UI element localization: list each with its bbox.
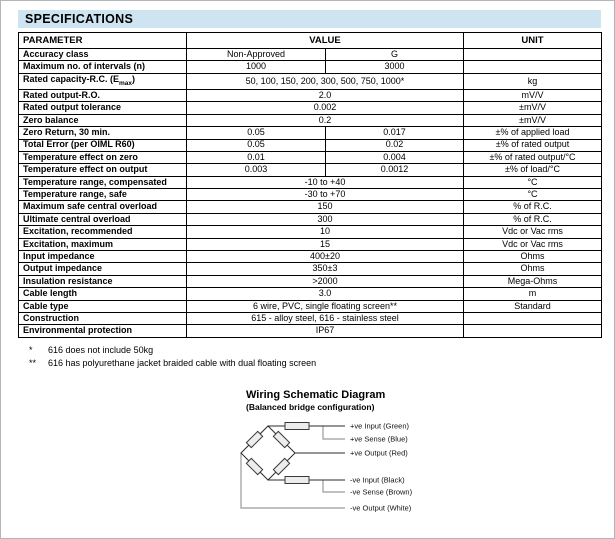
unit-cell: kg xyxy=(464,73,602,89)
table-row xyxy=(19,151,602,163)
parameter-cell: Construction xyxy=(19,312,187,324)
unit-cell: ±mV/V xyxy=(464,114,602,126)
parameter-cell: Maximum no. of intervals (n) xyxy=(19,61,187,73)
value-g-cell: 0.004 xyxy=(326,151,464,163)
value-cell: 300 xyxy=(187,213,464,225)
value-cell: 1000 xyxy=(187,61,326,73)
value-cell: 3.0 xyxy=(187,288,464,300)
table-row xyxy=(19,102,602,114)
column-header-parameter: PARAMETER xyxy=(19,33,187,49)
value-cell: 0.01 xyxy=(187,151,326,163)
table-header-row xyxy=(19,33,602,49)
wire-label-positive-input: +ve Input (Green) xyxy=(350,421,409,431)
parameter-cell: Rated output tolerance xyxy=(19,102,187,114)
value-cell: 0.2 xyxy=(187,114,464,126)
unit-cell: °C xyxy=(464,189,602,201)
footnote xyxy=(29,357,316,370)
value-cell: Non-Approved xyxy=(187,49,326,61)
unit-cell xyxy=(464,325,602,338)
table-row xyxy=(19,73,602,89)
value-cell: 2.0 xyxy=(187,89,464,101)
value-cell: 0.05 xyxy=(187,139,326,151)
table-row xyxy=(19,176,602,188)
parameter-cell: Temperature effect on output xyxy=(19,164,187,176)
resistor-positive-input xyxy=(285,423,309,430)
parameter-cell: Maximum safe central overload xyxy=(19,201,187,213)
parameter-cell: Zero balance xyxy=(19,114,187,126)
table-row xyxy=(19,127,602,139)
resistor-negative-input xyxy=(285,477,309,484)
table-row xyxy=(19,139,602,151)
value-g-cell: 3000 xyxy=(326,61,464,73)
parameter-cell: Temperature range, safe xyxy=(19,189,187,201)
unit-cell: Vdc or Vac rms xyxy=(464,226,602,238)
value-g-cell: G xyxy=(326,49,464,61)
table-row xyxy=(19,164,602,176)
parameter-cell: Accuracy class xyxy=(19,49,187,61)
unit-cell: % of R.C. xyxy=(464,201,602,213)
specifications-table xyxy=(18,32,602,338)
value-cell: -10 to +40 xyxy=(187,176,464,188)
table-row xyxy=(19,226,602,238)
table-row xyxy=(19,89,602,101)
unit-cell: ±% of rated output xyxy=(464,139,602,151)
value-cell: 0.05 xyxy=(187,127,326,139)
parameter-text: ) xyxy=(132,74,136,85)
parameter-cell: Temperature range, compensated xyxy=(19,176,187,188)
wiring-diagram-subtitle: (Balanced bridge configuration) xyxy=(246,402,375,412)
wire-label-negative-output: -ve Output (White) xyxy=(350,503,412,513)
parameter-cell: Cable length xyxy=(19,288,187,300)
column-header-value: VALUE xyxy=(187,33,464,49)
unit-cell: ±% of load/°C xyxy=(464,164,602,176)
wire-label-positive-sense: +ve Sense (Blue) xyxy=(350,434,408,444)
negative-sense-wire xyxy=(323,480,345,492)
value-cell: 150 xyxy=(187,201,464,213)
table-row xyxy=(19,312,602,324)
footnote xyxy=(29,344,316,357)
parameter-cell: Input impedance xyxy=(19,251,187,263)
wire-label-positive-output: +ve Output (Red) xyxy=(350,448,408,458)
parameter-cell: Cable type xyxy=(19,300,187,312)
wheatstone-bridge-schematic xyxy=(233,418,448,518)
value-cell: 350±3 xyxy=(187,263,464,275)
unit-cell xyxy=(464,61,602,73)
wire-label-negative-input: -ve Input (Black) xyxy=(350,475,405,485)
table-row xyxy=(19,201,602,213)
value-cell: IP67 xyxy=(187,325,464,338)
parameter-cell: Excitation, recommended xyxy=(19,226,187,238)
parameter-cell: Excitation, maximum xyxy=(19,238,187,250)
parameter-cell xyxy=(19,73,187,89)
value-cell: 50, 100, 150, 200, 300, 500, 750, 1000* xyxy=(187,73,464,89)
value-cell: 615 - alloy steel, 616 - stainless steel xyxy=(187,312,464,324)
unit-cell: °C xyxy=(464,176,602,188)
unit-cell: Mega-Ohms xyxy=(464,275,602,287)
value-g-cell: 0.02 xyxy=(326,139,464,151)
unit-cell: ±% of applied load xyxy=(464,127,602,139)
parameter-cell: Output impedance xyxy=(19,263,187,275)
resistor-bottom-left xyxy=(246,458,262,474)
parameter-cell: Environmental protection xyxy=(19,325,187,338)
unit-cell: ±% of rated output/°C xyxy=(464,151,602,163)
table-row xyxy=(19,288,602,300)
value-cell: 10 xyxy=(187,226,464,238)
table-row xyxy=(19,325,602,338)
footnote-marker: ** xyxy=(29,358,37,368)
unit-cell xyxy=(464,312,602,324)
table-row xyxy=(19,114,602,126)
value-cell: 6 wire, PVC, single floating screen** xyxy=(187,300,464,312)
value-cell: 15 xyxy=(187,238,464,250)
table-row xyxy=(19,49,602,61)
parameter-cell: Temperature effect on zero xyxy=(19,151,187,163)
table-row xyxy=(19,61,602,73)
value-cell: 0.003 xyxy=(187,164,326,176)
unit-cell: % of R.C. xyxy=(464,213,602,225)
unit-cell: Ohms xyxy=(464,263,602,275)
value-cell: 0.002 xyxy=(187,102,464,114)
footnote-text: 616 has polyurethane jacket braided cable with dual floating screen xyxy=(48,358,317,368)
unit-cell: m xyxy=(464,288,602,300)
bridge-diamond xyxy=(241,426,295,480)
wire-label-negative-sense: -ve Sense (Brown) xyxy=(350,487,413,497)
specifications-header: SPECIFICATIONS xyxy=(18,10,601,28)
parameter-cell: Total Error (per OIML R60) xyxy=(19,139,187,151)
table-row xyxy=(19,238,602,250)
value-cell: >2000 xyxy=(187,275,464,287)
column-header-unit: UNIT xyxy=(464,33,602,49)
parameter-text: Rated capacity-R.C. (E xyxy=(23,74,120,85)
table-row xyxy=(19,213,602,225)
table-row xyxy=(19,263,602,275)
wiring-diagram-title: Wiring Schematic Diagram xyxy=(246,389,386,401)
footnotes xyxy=(29,344,316,370)
parameter-cell: Ultimate central overload xyxy=(19,213,187,225)
resistor-top-right xyxy=(273,431,289,447)
parameter-cell: Insulation resistance xyxy=(19,275,187,287)
positive-sense-wire xyxy=(323,426,345,439)
table-row xyxy=(19,275,602,287)
resistor-top-left xyxy=(246,431,262,447)
table-row xyxy=(19,189,602,201)
table-row xyxy=(19,251,602,263)
unit-cell: mV/V xyxy=(464,89,602,101)
parameter-subscript: max xyxy=(119,79,133,87)
footnote-marker: * xyxy=(29,345,33,355)
resistor-bottom-right xyxy=(273,458,289,474)
unit-cell: Ohms xyxy=(464,251,602,263)
unit-cell: ±mV/V xyxy=(464,102,602,114)
value-cell: 400±20 xyxy=(187,251,464,263)
parameter-cell: Zero Return, 30 min. xyxy=(19,127,187,139)
unit-cell: Standard xyxy=(464,300,602,312)
unit-cell: Vdc or Vac rms xyxy=(464,238,602,250)
value-g-cell: 0.017 xyxy=(326,127,464,139)
value-g-cell: 0.0012 xyxy=(326,164,464,176)
footnote-text: 616 does not include 50kg xyxy=(48,345,154,355)
table-row xyxy=(19,300,602,312)
parameter-cell: Rated output-R.O. xyxy=(19,89,187,101)
unit-cell xyxy=(464,49,602,61)
value-cell: -30 to +70 xyxy=(187,189,464,201)
